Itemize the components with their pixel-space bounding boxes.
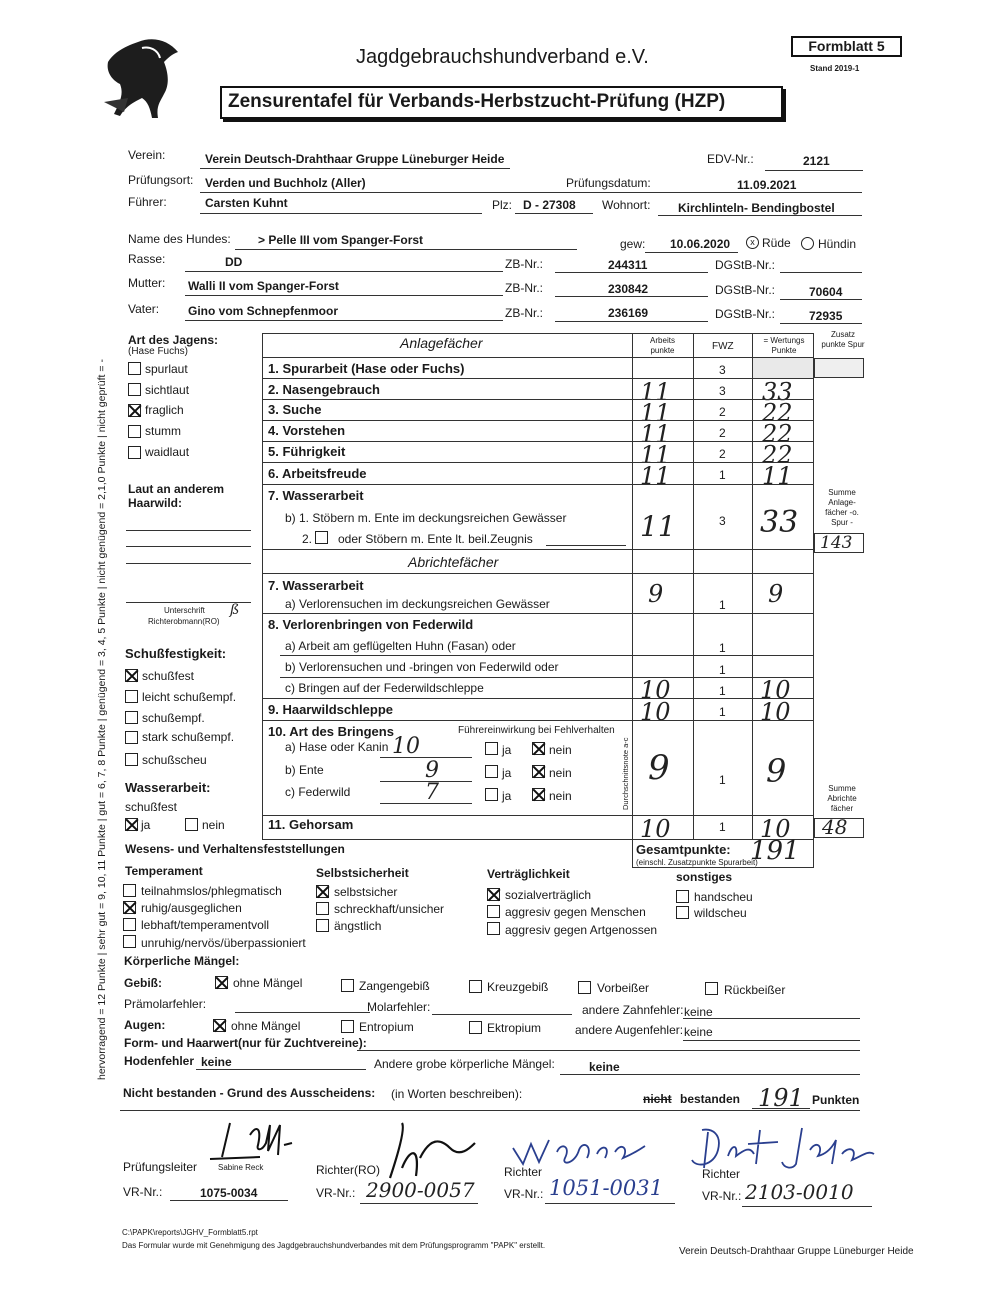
dogname-value: > Pelle III vom Spanger-Forst [258, 233, 424, 247]
bestanden-punkte: 191 [758, 1084, 804, 1112]
augen-1-checkbox[interactable] [341, 1020, 354, 1033]
richter1-signature [380, 1118, 480, 1183]
r4-label: 4. Vorstehen [268, 423, 346, 438]
r6-label: 6. Arbeitsfreude [268, 466, 367, 481]
r4-wertung: 22 [762, 420, 793, 448]
spurlaut-checkbox[interactable] [128, 362, 141, 375]
ruede-radio[interactable]: x [746, 236, 759, 249]
leiter-label: Prüfungsleiter [123, 1160, 198, 1174]
leiter-vr-value: 1075-0034 [200, 1186, 258, 1200]
augen-andere-label: andere Augenfehler: [575, 1023, 684, 1037]
col-zusatz: Zusatz punkte Spur [821, 330, 865, 349]
temp-2-checkbox[interactable] [123, 918, 136, 931]
summe-abricht-label: Summe Abrichte fächer [827, 784, 857, 813]
a10b-nein-label: nein [549, 766, 572, 780]
a11-wertung: 10 [760, 815, 791, 843]
r3-fwz: 2 [719, 405, 726, 419]
datum-label: Prüfungsdatum: [566, 176, 651, 190]
temp-1-checkbox[interactable] [123, 901, 136, 914]
stumm-label: stumm [145, 424, 181, 438]
a10a-label: a) Hase oder Kanin [285, 740, 389, 754]
wohnort-label: Wohnort: [602, 198, 651, 212]
vater-zb-label: ZB-Nr.: [505, 306, 543, 320]
vert-1-label: aggresiv gegen Menschen [505, 905, 646, 919]
form-label-text: Formblatt 5 [808, 38, 885, 54]
a7-fwz: 1 [719, 598, 726, 612]
augen-2-label: Ektropium [487, 1021, 542, 1035]
augen-andere-value: keine [684, 1025, 713, 1039]
vater-dgstb-label: DGStB-Nr.: [715, 307, 776, 321]
richter3-label: Richter [702, 1167, 741, 1181]
hoden-label: Hodenfehler [124, 1054, 195, 1068]
zahn-value: keine [684, 1005, 713, 1019]
plz-label: Plz: [492, 198, 513, 212]
augen-label: Augen: [124, 1018, 166, 1032]
r7b2-label: oder Stöbern m. Ente lt. beil.Zeugnis [338, 532, 533, 546]
richter1-vr-value: 2900-0057 [366, 1178, 475, 1202]
fuehrer-label: Führer: [128, 195, 167, 209]
r7b-label: b) 1. Stöbern m. Ente im deckungsreichen Gewässer [285, 511, 567, 525]
leiter-name: Sabine Reck [218, 1163, 264, 1172]
gew-value: 10.06.2020 [670, 237, 731, 251]
gebiss-4-label: Rückbeißer [724, 983, 786, 997]
vater-label: Vater: [128, 302, 160, 316]
r7b2-checkbox[interactable] [315, 531, 328, 544]
wasser-sub: schußfest [125, 800, 178, 814]
a10c-ja-label: ja [502, 789, 512, 803]
a10a-value: 10 [392, 734, 420, 759]
a10-label: 10. Art des Bringens [268, 724, 394, 739]
gesamt-label: Gesamtpunkte: [636, 842, 731, 857]
a8c-label: c) Bringen auf der Federwildschleppe [285, 681, 484, 695]
gebiss-3-checkbox[interactable] [578, 981, 591, 994]
mutter-zb-label: ZB-Nr.: [505, 281, 543, 295]
a8a-label: a) Arbeit am geflügelten Huhn (Fasan) oder [285, 639, 516, 653]
augen-0-label: ohne Mängel [231, 1019, 301, 1033]
a8c-fwz: 1 [719, 684, 726, 698]
sichtlaut-checkbox[interactable] [128, 383, 141, 396]
ort-value: Verden und Buchholz (Aller) [205, 176, 366, 190]
vert-0-label: sozialverträglich [505, 888, 592, 902]
grobe-label: Andere grobe körperliche Mängel: [374, 1057, 555, 1071]
sonst-1-label: wildscheu [694, 906, 747, 920]
col-fwz: FWZ [712, 341, 734, 352]
sichtlaut-label: sichtlaut [145, 383, 190, 397]
gebiss-0-checkbox[interactable] [215, 976, 228, 989]
richter2-vr-label: VR-Nr.: [504, 1187, 544, 1201]
schussempf-label: schußempf. [142, 711, 205, 725]
rasse-label: Rasse: [128, 252, 166, 266]
gew-label: gew: [620, 237, 646, 251]
laut-title: Laut an anderem Haarwild: [128, 482, 225, 510]
footer-club: Verein Deutsch-Drahthaar Gruppe Lüneburger Heide [679, 1246, 914, 1257]
r4-arbeit: 11 [640, 420, 671, 448]
gebiss-4-checkbox[interactable] [705, 982, 718, 995]
vert-0-checkbox[interactable] [487, 888, 500, 901]
temp-title: Temperament [125, 864, 203, 878]
edv-value: 2121 [803, 154, 830, 168]
r7-fwz: 3 [719, 514, 726, 528]
schussscheu-checkbox[interactable] [125, 753, 138, 766]
side-scale: hervorragend = 12 Punkte | sehr gut = 9, 10, 11 Punkte | gut = 6, 7, 8 Punkte | genügend = 3, 4, 5 Punkte | nicht genügend = 2,1,0 Punkte | nicht geprüft = - [96, 359, 108, 1080]
vater-value: Gino vom Schnepfenmoor [188, 304, 339, 318]
wasser-nein-checkbox[interactable] [185, 818, 198, 831]
richter3-vr-label: VR-Nr.: [702, 1189, 742, 1203]
temp-3-checkbox[interactable] [123, 935, 136, 948]
r5-arbeit: 11 [640, 441, 671, 469]
leicht-label: leicht schußempf. [142, 690, 237, 704]
sonst-title: sonstiges [676, 870, 733, 884]
temp-0-label: teilnahmslos/phlegmatisch [141, 884, 282, 898]
augen-0-checkbox[interactable] [213, 1019, 226, 1032]
mutter-dgstb-label: DGStB-Nr.: [715, 283, 776, 297]
selbst-title: Selbstsicherheit [316, 866, 409, 880]
form-label [791, 36, 902, 57]
unterschrift-label: Unterschrift [164, 606, 205, 615]
punkten-label: Punkten [812, 1093, 860, 1107]
footer-path: C:\PAPK\reports\JGHV_Formblatt5.rpt [122, 1228, 258, 1237]
vert-1-checkbox[interactable] [487, 905, 500, 918]
jagen-title: Art des Jagens: [128, 333, 219, 347]
gebiss-1-checkbox[interactable] [341, 979, 354, 992]
a10c-value: 7 [425, 780, 439, 805]
dgstb-label: DGStB-Nr.: [715, 258, 776, 272]
r6-arbeit: 11 [640, 462, 671, 490]
a10b-label: b) Ente [285, 763, 324, 777]
page-title: Zensurentafel für Verbands-Herbstzucht-Prüfung (HZP) [228, 91, 726, 112]
a7-wertung: 9 [768, 580, 784, 608]
waidlaut-label: waidlaut [145, 445, 190, 459]
fraglich-label: fraglich [145, 403, 184, 417]
selbst-2-label: ängstlich [334, 919, 382, 933]
sonst-0-checkbox[interactable] [676, 890, 689, 903]
koerper-title: Körperliche Mängel: [124, 954, 240, 968]
r1-fwz: 3 [719, 363, 726, 377]
wasser-nein-label: nein [202, 818, 225, 832]
gesamt-value: 191 [750, 836, 800, 866]
a10b-ja-checkbox[interactable] [485, 765, 498, 778]
huendin-label: Hündin [818, 237, 857, 251]
fraglich-checkbox[interactable] [128, 404, 141, 417]
stand-label: Stand 2019-1 [810, 64, 860, 73]
wasser-ja-checkbox[interactable] [125, 818, 138, 831]
a8b-fwz: 1 [719, 663, 726, 677]
a10c-label: c) Federwild [285, 785, 351, 799]
r5-fwz: 2 [719, 447, 726, 461]
mutter-value: Walli II vom Spanger-Forst [188, 279, 339, 293]
selbst-1-label: schreckhaft/unsicher [334, 902, 445, 916]
wesen-title: Wesens- und Verhaltensfeststellungen [125, 842, 345, 856]
nicht-bestanden-label: Nicht bestanden - Grund des Ausscheidens: [123, 1086, 376, 1100]
vert-title: Verträglichkeit [487, 867, 570, 881]
a10-fwz: 1 [719, 773, 726, 787]
schussempf-checkbox[interactable] [125, 711, 138, 724]
richter1-label: Richter(RO) [316, 1163, 381, 1177]
r6-fwz: 1 [719, 468, 726, 482]
durchschnitt-label: Durchschnittsnote a-c [621, 737, 630, 810]
a8-label: 8. Verlorenbringen von Federwild [268, 617, 474, 632]
a8a-fwz: 1 [719, 641, 726, 655]
a9-arbeit: 10 [640, 698, 671, 726]
stark-label: stark schußempf. [142, 730, 235, 744]
jagen-sub: (Hase Fuchs) [128, 346, 189, 357]
mutter-label: Mutter: [128, 276, 166, 290]
richter3-vr-value: 2103-0010 [745, 1180, 854, 1204]
augen-2-checkbox[interactable] [469, 1021, 482, 1034]
a10a-nein-checkbox[interactable] [532, 742, 545, 755]
r1-label: 1. Spurarbeit (Hase oder Fuchs) [268, 361, 465, 376]
a9-fwz: 1 [719, 705, 726, 719]
zb-value: 244311 [608, 258, 648, 272]
a7a-label: a) Verlorensuchen im deckungsreichen Gewässer [285, 597, 550, 611]
a8c-wertung: 10 [760, 676, 791, 704]
leiter-vr-label: VR-Nr.: [123, 1185, 163, 1199]
a7-arbeit: 9 [648, 580, 664, 608]
r3-wertung: 22 [762, 399, 793, 427]
a10a-nein-label: nein [549, 743, 572, 757]
temp-0-checkbox[interactable] [123, 884, 136, 897]
col-arbeit: Arbeits punkte [650, 336, 675, 355]
footer-note: Das Formular wurde mit Genehmigung des Jagdgebrauchshundverbandes mit dem Prüfungsprogramm "PAPK" erstellt. [122, 1241, 546, 1250]
datum-value: 11.09.2021 [737, 178, 797, 192]
fuehrer-value: Carsten Kuhnt [205, 196, 288, 210]
stumm-checkbox[interactable] [128, 425, 141, 438]
a10a-ja-checkbox[interactable] [485, 742, 498, 755]
augen-1-label: Entropium [359, 1020, 414, 1034]
gebiss-3-label: Vorbeißer [597, 981, 650, 995]
r7-label: 7. Wasserarbeit [268, 488, 364, 503]
sonst-0-label: handscheu [694, 890, 753, 904]
a9-label: 9. Haarwildschleppe [268, 702, 393, 717]
worten-label: (in Worten beschreiben): [391, 1087, 523, 1101]
spur-zusatz-box[interactable] [814, 358, 864, 378]
summe-anlage-value: 143 [820, 533, 853, 553]
vert-2-label: aggresiv gegen Artgenossen [505, 923, 658, 937]
mutter-dgstb-value: 70604 [809, 285, 843, 299]
zb-label: ZB-Nr.: [505, 257, 543, 271]
col-wertung: = Wertungs Punkte [763, 336, 805, 355]
a11-fwz: 1 [719, 820, 726, 834]
schuss-title: Schußfestigkeit: [125, 646, 227, 661]
vater-zb-value: 236169 [608, 306, 649, 320]
a10a-ja-label: ja [502, 743, 512, 757]
verein-label: Verein: [128, 148, 166, 162]
a10-note: Führereinwirkung bei Fehlverhalten [458, 725, 615, 736]
hoden-value: keine [201, 1055, 232, 1069]
vater-dgstb-value: 72935 [809, 309, 843, 323]
waidlaut-checkbox[interactable] [128, 446, 141, 459]
richter2-label: Richter [504, 1165, 543, 1179]
a10b-ja-label: ja [502, 766, 512, 780]
a8c-arbeit: 10 [640, 676, 671, 704]
r2-fwz: 3 [719, 384, 726, 398]
zahn-label: andere Zahnfehler: [582, 1003, 684, 1017]
r3-label: 3. Suche [268, 402, 322, 417]
r2-label: 2. Nasengebrauch [268, 382, 380, 397]
gesamt-sub: (einschl. Zusatzpunkte Spurarbeit) [636, 858, 758, 867]
r6-wertung: 11 [762, 462, 793, 490]
verein-value: Verein Deutsch-Drahthaar Gruppe Lüneburger Heide [205, 152, 505, 166]
rasse-value: DD [225, 255, 243, 269]
a10c-ja-checkbox[interactable] [485, 788, 498, 801]
richter1-vr-label: VR-Nr.: [316, 1186, 356, 1200]
schussfest-checkbox[interactable] [125, 669, 138, 682]
temp-1-label: ruhig/ausgeglichen [141, 901, 242, 915]
r7b2-num: 2. [302, 532, 313, 546]
gebiss-label: Gebiß: [124, 976, 162, 990]
a11-label: 11. Gehorsam [268, 817, 354, 832]
summe-anlage-label: Summe Anlage-fächer -o. Spur - [825, 488, 859, 527]
gebiss-0-label: ohne Mängel [233, 976, 303, 990]
leicht-checkbox[interactable] [125, 690, 138, 703]
form-label: Form- und Haarwert(nur für Zuchtvereine): [124, 1036, 367, 1050]
a10c-nein-checkbox[interactable] [532, 788, 545, 801]
temp-2-label: lebhaft/temperamentvoll [141, 918, 270, 932]
a10b-value: 9 [425, 758, 439, 783]
r7-wertung: 33 [760, 505, 799, 540]
temp-3-label: unruhig/nervös/überpassioniert [141, 936, 306, 950]
r2-arbeit: 11 [640, 378, 671, 406]
gebiss-2-label: Kreuzgebiß [487, 980, 549, 994]
org-name: Jagdgebrauchshundverband e.V. [356, 46, 649, 68]
a9-wertung: 10 [760, 698, 791, 726]
leiter-signature [200, 1115, 300, 1165]
vert-2-checkbox[interactable] [487, 922, 500, 935]
wasser-ja-label: ja [141, 818, 151, 832]
a10b-nein-checkbox[interactable] [532, 765, 545, 778]
selbst-1-checkbox[interactable] [316, 902, 329, 915]
nicht-struck: nicht [643, 1092, 672, 1106]
sonst-1-checkbox[interactable] [676, 906, 689, 919]
praemolar-label: Prämolarfehler: [124, 997, 207, 1011]
grobe-value: keine [589, 1060, 620, 1074]
a11-arbeit: 10 [640, 815, 671, 843]
bestanden-label: bestanden [680, 1092, 741, 1106]
a10c-nein-label: nein [549, 789, 572, 803]
r3-arbeit: 11 [640, 399, 671, 427]
a8b-label: b) Verlorensuchen und -bringen von Federwild oder [285, 660, 559, 674]
summe-abricht-value: 48 [822, 815, 848, 839]
abricht-title: Abrichtefächer [408, 554, 499, 570]
r2-wertung: 33 [762, 378, 793, 406]
spurlaut-label: spurlaut [145, 362, 188, 376]
selbst-0-label: selbstsicher [334, 885, 398, 899]
mutter-zb-value: 230842 [608, 282, 649, 296]
a7-label: 7. Wasserarbeit [268, 578, 364, 593]
wohnort-value: Kirchlinteln- Bendingbostel [678, 201, 835, 215]
ort-label: Prüfungsort: [128, 173, 194, 187]
huendin-radio[interactable] [801, 237, 814, 250]
richter2-vr-value: 1051-0031 [549, 1176, 663, 1200]
r5-label: 5. Führigkeit [268, 444, 346, 459]
jghv-logo [98, 32, 188, 127]
r4-fwz: 2 [719, 426, 726, 440]
selbst-0-checkbox[interactable] [316, 885, 329, 898]
ro-initials: ß [230, 602, 240, 618]
a10-wertung: 9 [766, 752, 787, 790]
r7-arbeit: 11 [640, 510, 676, 543]
dogname-label: Name des Hundes: [128, 232, 231, 246]
ruede-label: Rüde [762, 236, 791, 250]
a10-arbeit: 9 [648, 748, 670, 788]
gebiss-2-checkbox[interactable] [469, 980, 482, 993]
edv-label: EDV-Nr.: [707, 152, 754, 166]
selbst-2-checkbox[interactable] [316, 919, 329, 932]
gebiss-1-label: Zangengebiß [359, 979, 430, 993]
r5-wertung: 22 [762, 441, 793, 469]
stark-checkbox[interactable] [125, 731, 138, 744]
plz-value: D - 27308 [523, 198, 576, 212]
richterobmann-label: Richterobmann(RO) [148, 617, 220, 626]
wasser-title: Wasserarbeit: [125, 780, 211, 795]
schussscheu-label: schußscheu [142, 753, 207, 767]
schussfest-label: schußfest [142, 669, 195, 683]
anlage-title: Anlagefächer [400, 335, 483, 351]
molar-label: Molarfehler: [367, 1000, 431, 1014]
